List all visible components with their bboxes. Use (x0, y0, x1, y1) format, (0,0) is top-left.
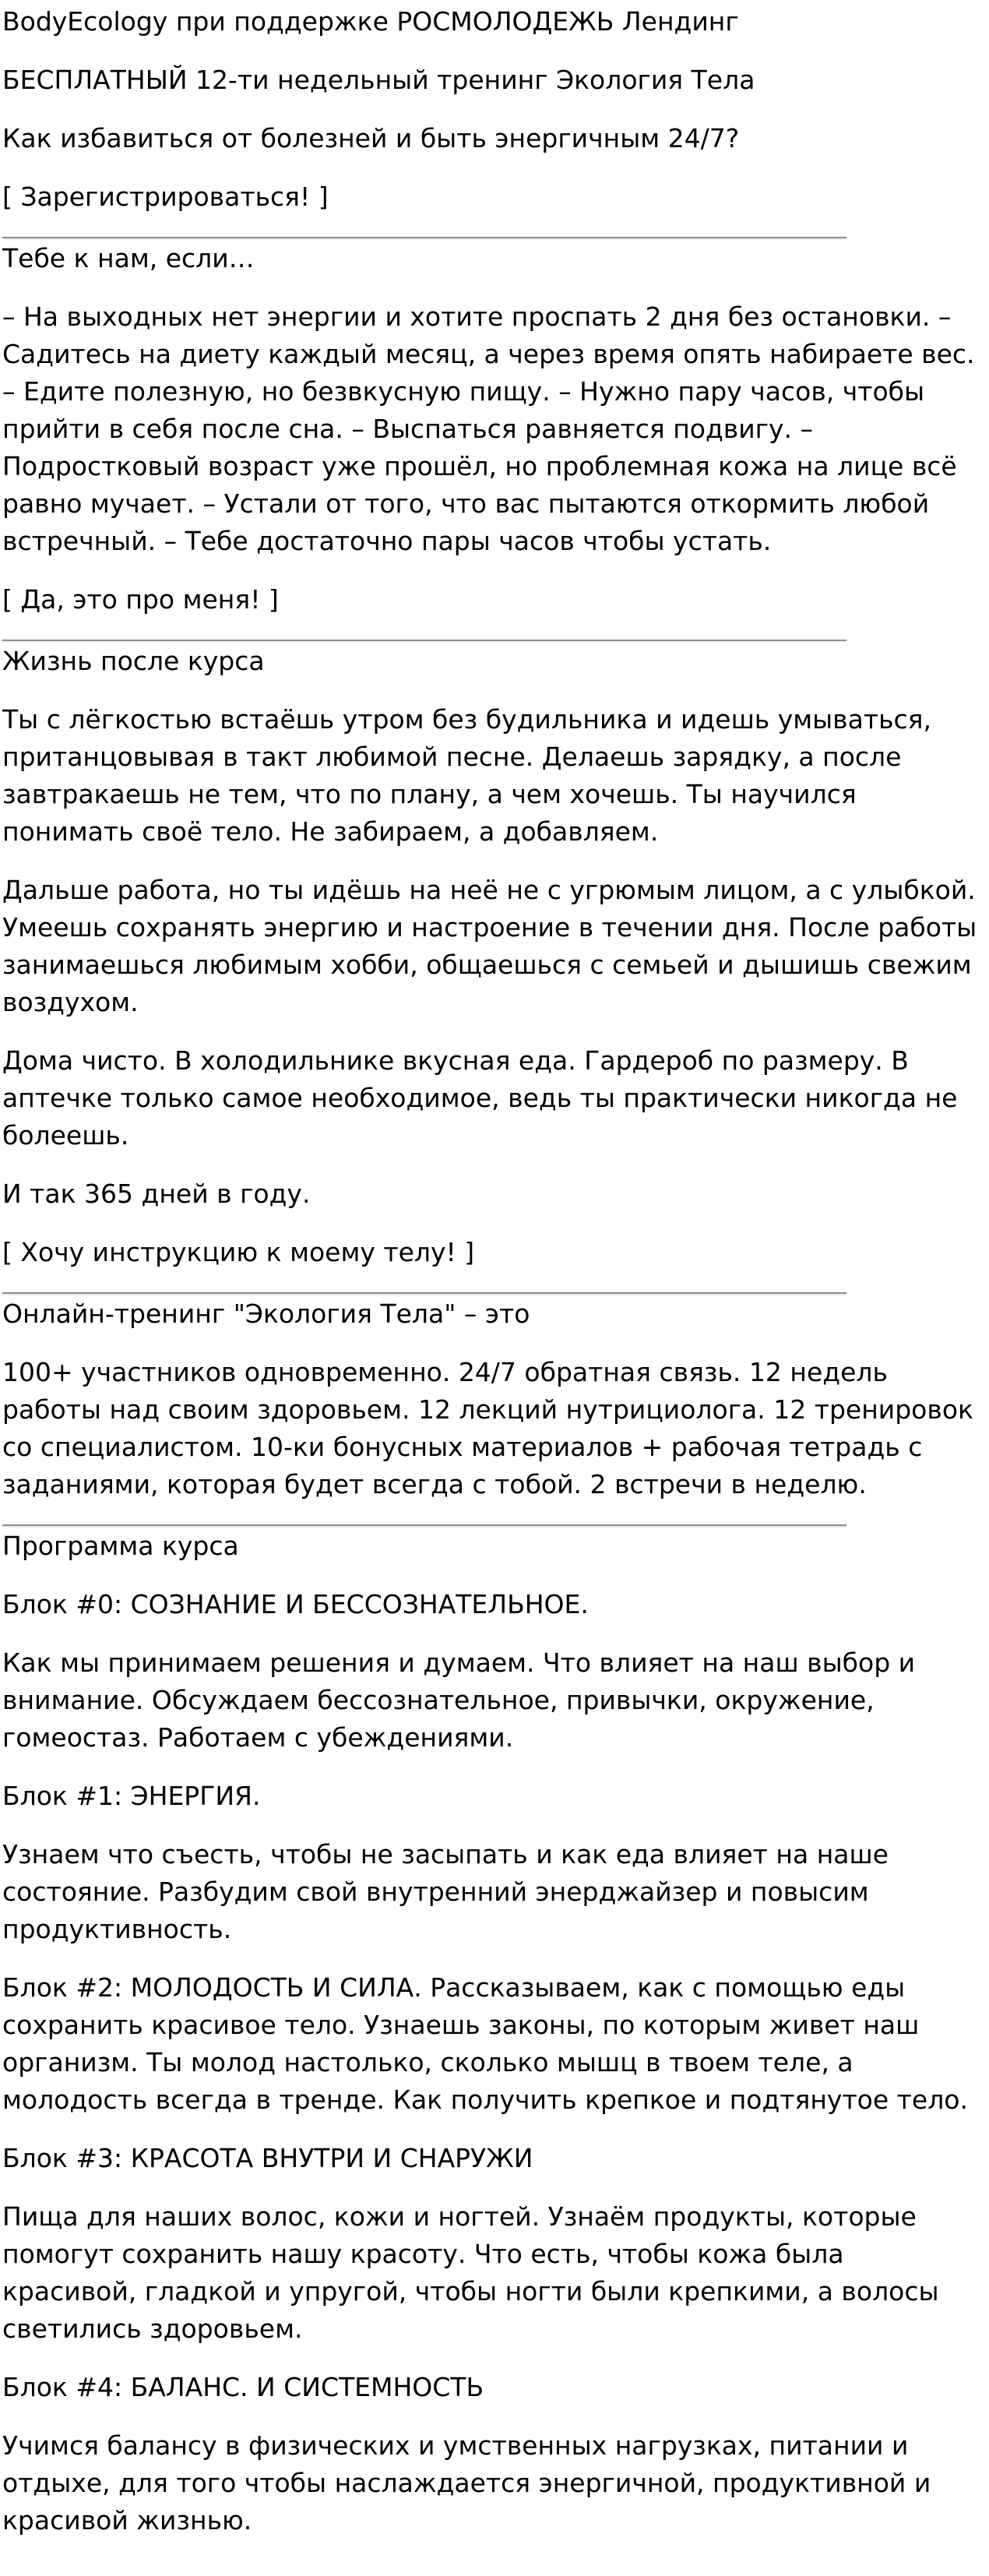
after-course-paragraph: Ты с лёгкостью встаёшь утром без будильника и идешь умываться, пританцовывая в такт любимой песне. Делаешь зарядку, а после завтракаешь не тем, что по плану, а чем хочешь. Ты научился понимать своё тело. Не забираем, а добавляем. (2, 704, 932, 847)
about-section (2, 1295, 984, 1503)
program-block-description: Пища для наших волос, кожи и ногтей. Узнаём продукты, которые помогут сохранить нашу красоту. Что есть, чтобы кожа была красивой, гладкой и упругой, чтобы ногти были крепкими, а волосы светились здоровьем. (2, 2201, 939, 2344)
program-block-title: Блок #3: КРАСОТА ВНУТРИ И СНАРУЖИ (2, 2143, 533, 2173)
course-title: БЕСПЛАТНЫЙ 12-ти недельный тренинг Экология Тела (2, 65, 755, 95)
hero-section (2, 3, 984, 216)
audience-cta[interactable]: [ Да, это про меня! ] (2, 584, 279, 615)
program-block-description: Учимся балансу в физических и умственных нагрузках, питании и отдыхе, для того чтобы наслаждается энергичной, продуктивной и красивой жизнью. (2, 2430, 931, 2535)
audience-heading: Тебе к нам, если… (2, 243, 255, 273)
after-course-heading: Жизнь после курса (2, 646, 265, 676)
course-tagline: Как избавиться от болезней и быть энергичным 24/7? (2, 123, 740, 153)
program-heading: Программа курса (2, 1531, 239, 1561)
after-course-section (2, 643, 984, 1271)
audience-symptoms: – На выходных нет энергии и хотите проспать 2 дня без остановки. – Садитесь на диету каждый месяц, а через время опять набираете вес. – Едите полезную, но безвкусную пищу. – Нужно пару часов, чтобы прийти в себя после сна. – Выспаться равняется подвигу. – Подростковый возраст уже прошёл, но проблемная кожа на лице всё равно мучает. – Устали от того, что вас пытаются откормить любой встречный. – Тебе достаточно пары часов чтобы устать. (2, 301, 975, 556)
audience-section (2, 240, 984, 618)
about-details: 100+ участников одновременно. 24/7 обратная связь. 12 недель работы над своим здоровьем. 12 лекций нутрициолога. 12 тренировок со специалистом. 10-ки бонусных материалов + рабочая тетрадь с заданиями, которая будет всегда с тобой. 2 встречи в неделю. (2, 1357, 973, 1499)
program-block-title: Блок #1: ЭНЕРГИЯ. (2, 1781, 261, 1811)
instruction-cta[interactable]: [ Хочу инструкцию к моему телу! ] (2, 1237, 475, 1267)
program-block-description: Узнаем что съесть, чтобы не засыпать и как еда влияет на наше состояние. Разбудим свой внутренний энерджайзер и повысим продуктивность. (2, 1839, 889, 1944)
after-course-paragraph: И так 365 дней в году. (2, 1179, 311, 1209)
program-block-description: Как мы принимаем решения и думаем. Что влияет на наш выбор и внимание. Обсуждаем бессознательное, привычки, окружение, гомеостаз. Работаем с убеждениями. (2, 1647, 916, 1753)
register-cta[interactable]: [ Зарегистрироваться! ] (2, 181, 329, 212)
program-section (2, 1528, 984, 2539)
brand-line: BodyEcology при поддержке РОСМОЛОДЕЖЬ Лендинг (2, 6, 739, 37)
about-heading: Онлайн-тренинг "Экология Тела" – это (2, 1299, 530, 1329)
program-block-title: Блок #2: МОЛОДОСТЬ И СИЛА. Рассказываем, как с помощью еды сохранить красивое тело. Узнаешь законы, по которым живет наш организм. Ты молод настолько, сколько мышц в твоем теле, а молодость всегда в тренде. Как получить крепкое и подтянутое тело. (2, 1972, 968, 2115)
program-block-title: Блок #4: БАЛАНС. И СИСТЕМНОСТЬ (2, 2372, 484, 2402)
program-block-title: Блок #0: СОЗНАНИЕ И БЕССОЗНАТЕЛЬНОЕ. (2, 1589, 589, 1619)
after-course-paragraph: Дальше работа, но ты идёшь на неё не с угрюмым лицом, а с улыбкой. Умеешь сохранять энергию и настроение в течении дня. После работы занимаешься любимым хобби, общаешься с семьей и дышишь свежим воздухом. (2, 875, 977, 1017)
after-course-paragraph: Дома чисто. В холодильнике вкусная еда. Гардероб по размеру. В аптечке только самое необходимое, ведь ты практически никогда не болеешь. (2, 1045, 958, 1151)
